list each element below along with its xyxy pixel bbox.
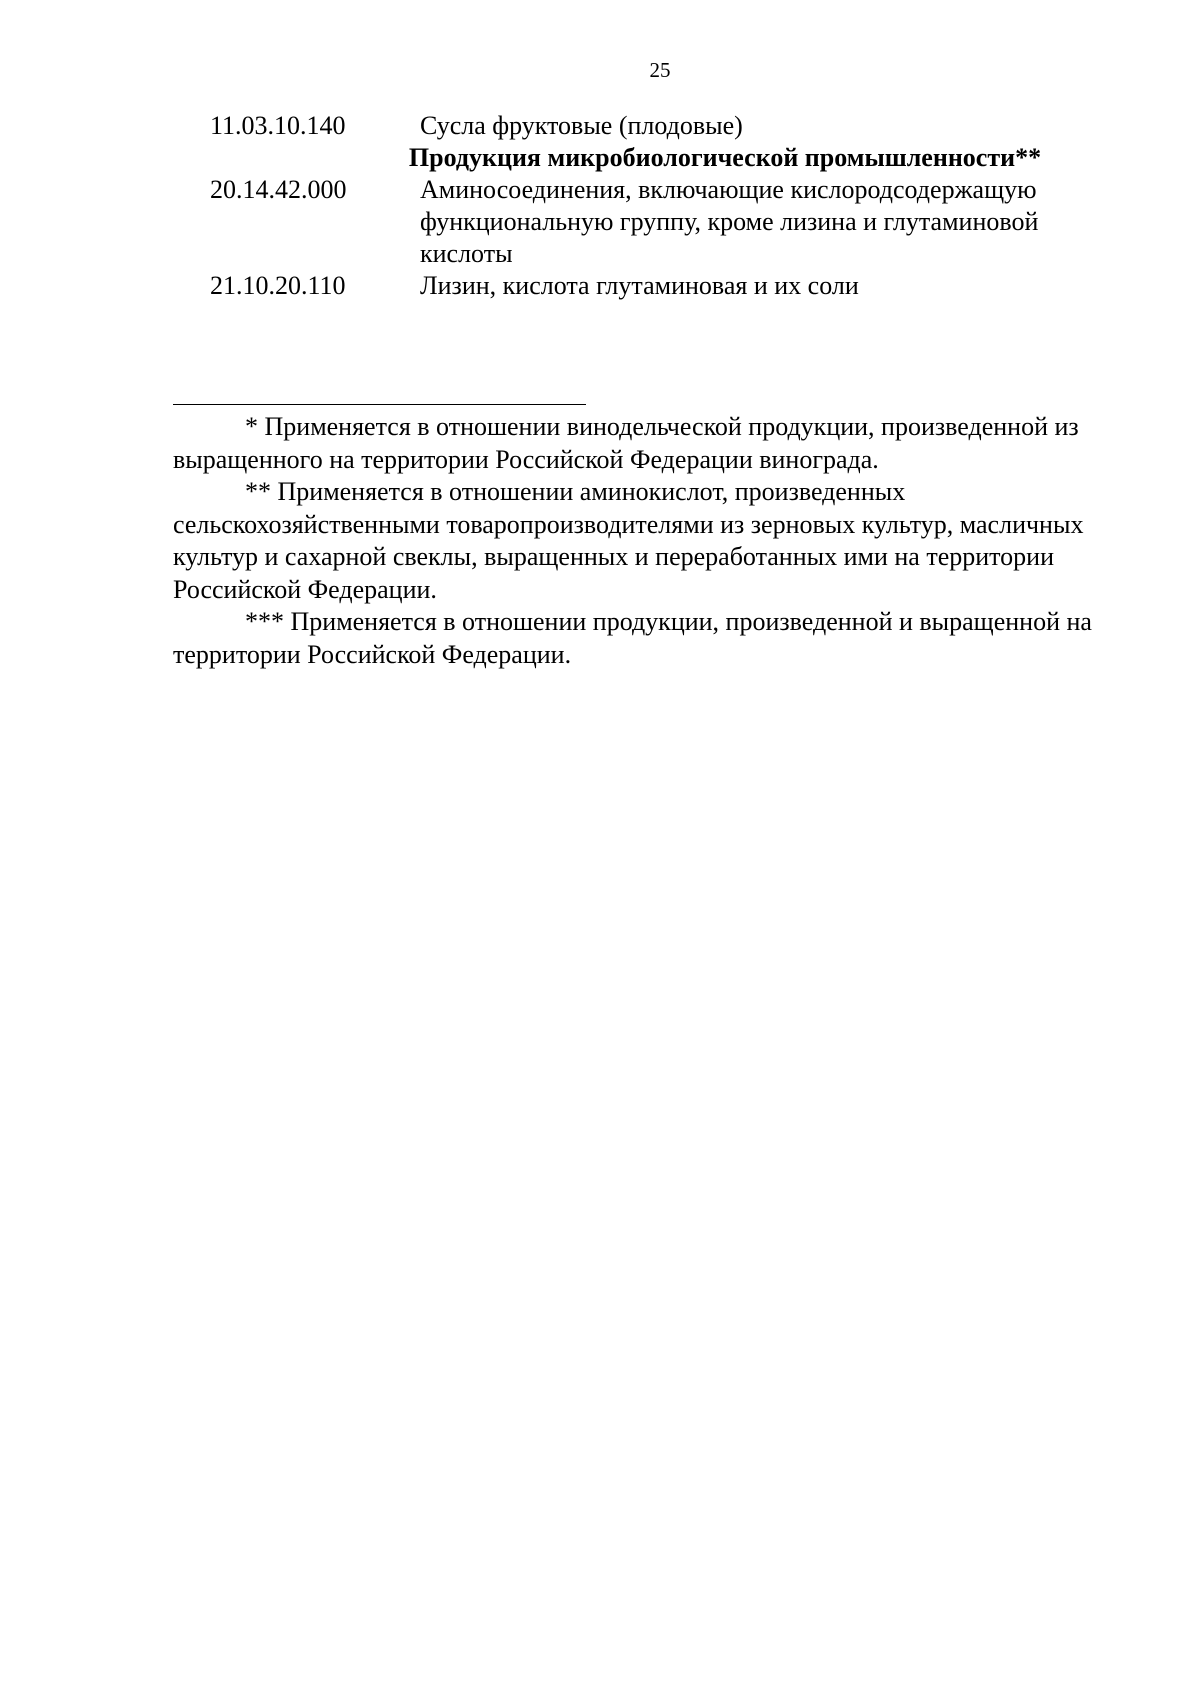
footnote-separator	[173, 404, 586, 405]
section-heading-row	[210, 142, 1120, 174]
product-code: 11.03.10.140	[210, 111, 346, 140]
product-code-table	[210, 110, 1120, 302]
page-number: 25	[649, 58, 671, 82]
footnotes-block	[173, 411, 1148, 671]
product-description: Аминосоединения, включающие кислородсодержащую функциональную группу, кроме лизина и глутаминовой кислоты	[420, 175, 1039, 268]
product-code: 20.14.42.000	[210, 175, 347, 204]
table-row	[210, 270, 1120, 302]
footnote: *** Применяется в отношении продукции, произведенной и выращенной на территории Российской Федерации.	[173, 607, 1092, 669]
product-description: Сусла фруктовые (плодовые)	[420, 111, 743, 140]
footnote: ** Применяется в отношении аминокислот, произведенных сельскохозяйственными товаропроизводителями из зерновых культур, масличных культур и сахарной свеклы, выращенных и переработанных ими на территории Российской Федерации.	[173, 477, 1084, 604]
table-row	[210, 174, 1120, 270]
product-code: 21.10.20.110	[210, 271, 346, 300]
product-description: Лизин, кислота глутаминовая и их соли	[420, 271, 859, 300]
table-row	[210, 110, 1120, 142]
section-heading: Продукция микробиологической промышленности**	[408, 143, 1042, 172]
footnote: * Применяется в отношении винодельческой продукции, произведенной из выращенного на территории Российской Федерации винограда.	[173, 412, 1079, 474]
